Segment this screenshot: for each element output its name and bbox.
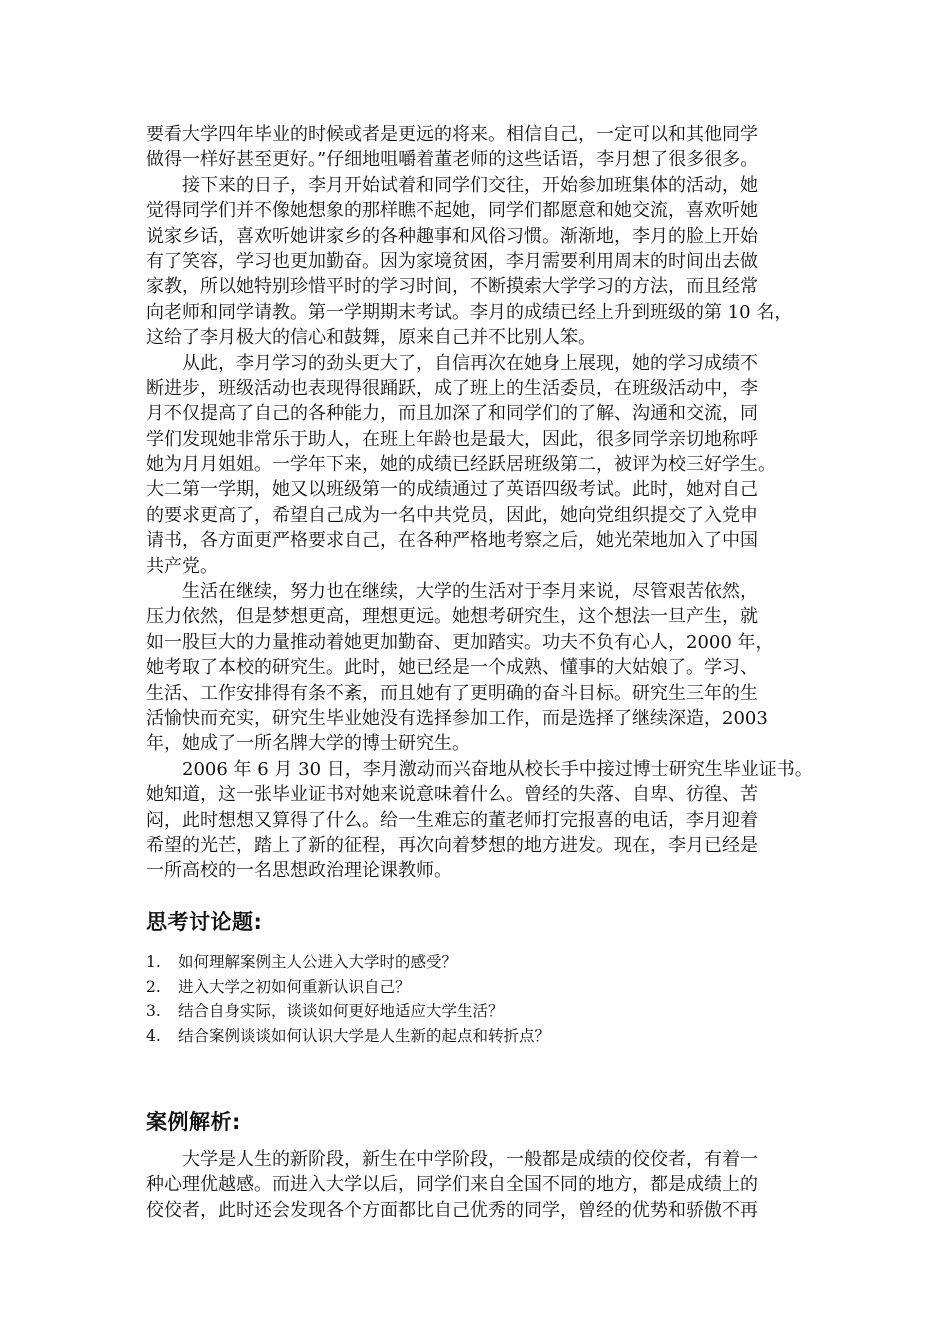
text-line: 闷，此时想想又算得了什么。给一生难忘的董老师打完报喜的电话，李月迎着 [146,809,758,831]
text-line: 希望的光芒，踏上了新的征程，再次向着梦想的地方进发。现在，李月已经是 [146,834,758,856]
text-line: 接下来的日子，李月开始试着和同学们交往，开始参加班集体的活动，她 [182,174,758,196]
list-item [146,1024,550,1049]
text-line: 活愉快而充实，研究生毕业她没有选择参加工作，而是选择了继续深造，2003 [146,707,768,729]
story-paragraph-4 [146,579,810,757]
list-item [146,950,550,975]
text-line: 生活、工作安排得有条不紊，而且她有了更明确的奋斗目标。研究生三年的生 [146,682,758,704]
question-number: 3. [146,1002,161,1020]
discussion-heading: 思考讨论题: [146,910,263,934]
question-text: 进入大学之初如何重新认识自己？ [178,977,411,996]
text-line: 她为月月姐姐。一学年下来，她的成绩已经跃居班级第二，被评为校三好学生。 [146,454,776,476]
text-line: 要看大学四年毕业的时候或者是更远的将来。相信自己，一定可以和其他同学 [146,124,758,145]
text-line: 年，她成了一所名牌大学的博士研究生。 [146,733,470,755]
list-item [146,999,550,1024]
text-line: 佼佼者，此时还会发现各个方面都比自己优秀的同学，曾经的优势和骄傲不再 [146,1199,758,1221]
question-text: 结合自身实际，谈谈如何更好地适应大学生活？ [178,1002,504,1020]
text-line: 这给了李月极大的信心和鼓舞，原来自己并不比别人笨。 [146,327,596,349]
text-line: 共产党。 [146,555,218,577]
text-line: 她知道，这一张毕业证书对她来说意味着什么。曾经的失落、自卑、彷徨、苦 [146,784,758,806]
text-line: 学们发现她非常乐于助人，在班上年龄也是最大，因此，很多同学亲切地称呼 [146,428,758,450]
analysis-body [146,1147,810,1223]
list-item [146,975,550,1000]
text-line: 觉得同学们并不像她想象的那样瞧不起她，同学们都愿意和她交流，喜欢听她 [146,200,758,222]
text-line: 一所高校的一名思想政治理论课教师。 [146,860,452,882]
text-line: 如一股巨大的力量推动着她更加勤奋、更加踏实。功夫不负有心人，2000 年， [146,631,774,653]
text-line: 做得一样好甚至更好。”仔细地咀嚼着董老师的这些话语，李月想了很多很多。 [146,149,759,171]
question-text: 如何理解案例主人公进入大学时的感受？ [178,953,458,971]
text-line: 家教，所以她特别珍惜平时的学习时间，不断摸索大学学习的方法，而且经常 [146,276,758,298]
text-line: 压力依然，但是梦想更高，理想更远。她想考研究生，这个想法一旦产生，就 [146,606,758,628]
text-line: 生活在继续，努力也在继续，大学的生活对于李月来说，尽管艰苦依然， [182,581,758,603]
question-number: 1. [146,953,161,971]
text-line: 的要求更高了，希望自己成为一名中共党员，因此，她向党组织提交了入党申 [146,504,758,526]
question-number: 2. [146,977,161,996]
story-paragraph-3 [146,351,810,580]
story-paragraph-2 [146,173,810,351]
story-paragraph-5 [146,757,813,884]
text-line: 大二第一学期，她又以班级第一的成绩通过了英语四级考试。此时，她对自己 [146,479,758,501]
story-paragraph-1 [146,122,810,173]
text-line: 断进步，班级活动也表现得很踊跃，成了班上的生活委员，在班级活动中，李 [146,377,758,399]
text-line: 大学是人生的新阶段，新生在中学阶段，一般都是成绩的佼佼者，有着一 [182,1149,758,1170]
text-line: 她考取了本校的研究生。此时，她已经是一个成熟、懂事的大姑娘了。学习、 [146,657,758,679]
text-line: 从此，李月学习的劲头更大了，自信再次在她身上展现，她的学习成绩不 [182,352,758,374]
text-line: 向老师和同学请教。第一学期期末考试。李月的成绩已经上升到班级的第 10 名， [146,301,793,323]
text-line: 2006 年 6 月 30 日，李月激动而兴奋地从校长手中接过博士研究生毕业证书。 [182,758,813,780]
text-line: 请书，各方面更严格要求自己，在各种严格地考察之后，她光荣地加入了中国 [146,530,758,552]
question-number: 4. [146,1026,161,1045]
text-line: 说家乡话，喜欢听她讲家乡的各种趣事和风俗习惯。渐渐地，李月的脸上开始 [146,225,758,247]
analysis-heading: 案例解析: [146,1110,241,1134]
question-text: 结合案例谈谈如何认识大学是人生新的起点和转折点？ [178,1026,551,1045]
case-story-body [146,122,813,884]
text-line: 月不仅提高了自己的各种能力，而且加深了和同学们的了解、沟通和交流，同 [146,403,758,425]
text-line: 种心理优越感。而进入大学以后，同学们来自全国不同的地方，都是成绩上的 [146,1174,758,1196]
discussion-question-list [146,950,550,1048]
text-line: 有了笑容，学习也更加勤奋。因为家境贫困，李月需要利用周末的时间出去做 [146,250,758,272]
